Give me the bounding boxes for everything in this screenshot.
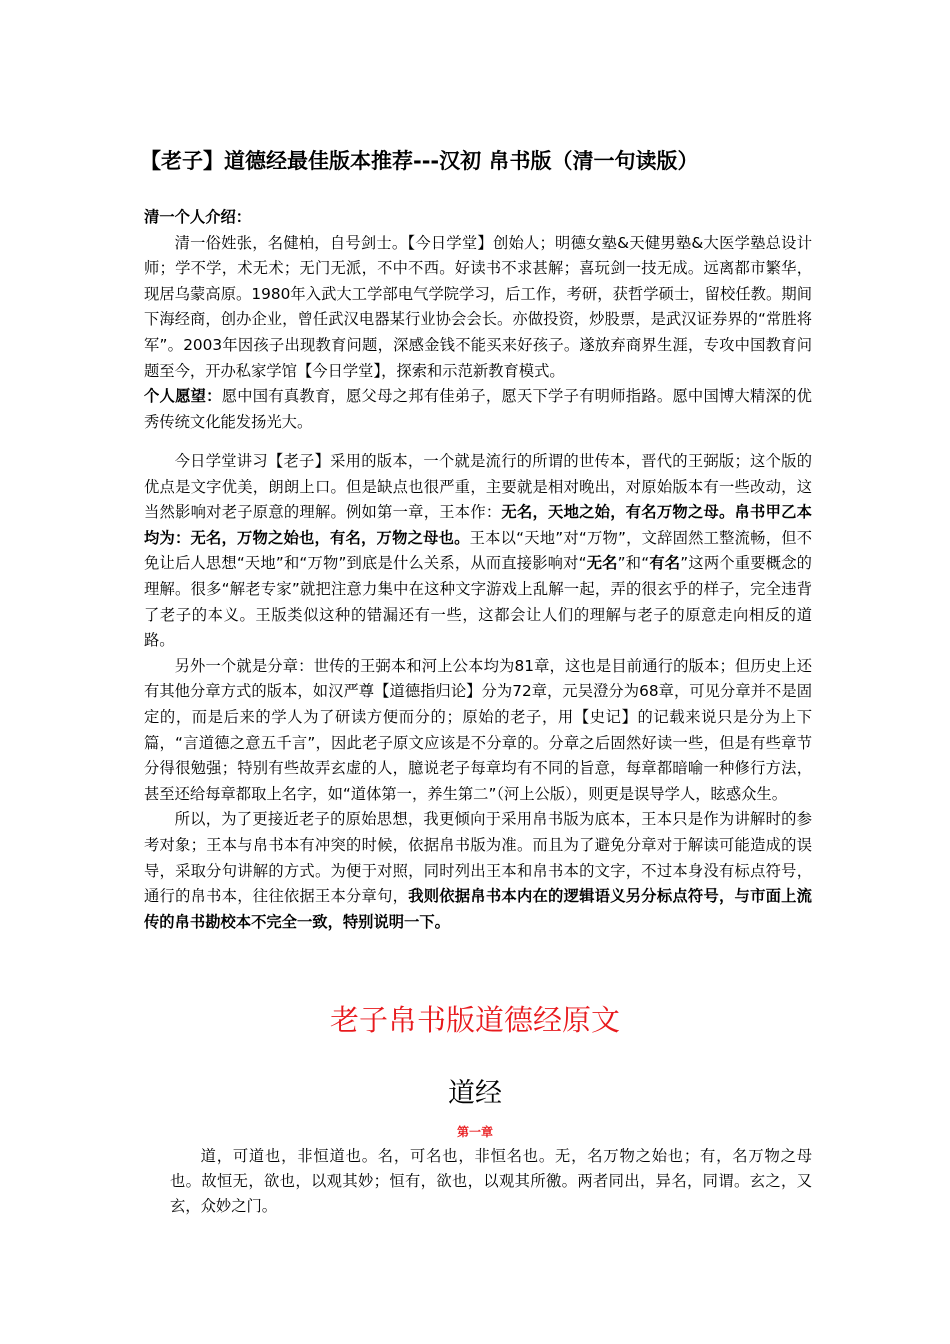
p1-bold-youming: 有名 [649, 554, 681, 573]
paragraph-version [144, 449, 812, 654]
part-title: 道经 [448, 1078, 502, 1109]
p1-text-g: ”这两个重要概念的理解。很多“解老专家”就把注意力集中在这种文字游戏上乱解一起，弄的很玄乎的样子，完全违背了老子的本义。王版类似这种的错漏还有一些，这都会让人们的理解与老子的原意走向相反的道路。 [144, 554, 812, 650]
p3-bold-note: 我则依据帛书本内在的逻辑语义另分标点符号，与市面上流传的帛书勘校本不完全一致，特别说明一下。 [144, 887, 812, 931]
paragraph-chapters: 另外一个就是分章：世传的王弼本和河上公本均为81章，这也是目前通行的版本；但历史上还有其他分章方式的版本，如汉严尊【道德指归论】分为72章，元吴澄分为68章，可见分章并不是固定的，而是后来的学人为了研读方便而分的；原始的老子，用【史记】的记载来说只是分为上下篇，“言道德之意五千言”，因此老子原文应该是不分章的。分章之后固然好读一些，但是有些章节分得很勉强；特别有些故弄玄虚的人，臆说老子每章均有不同的旨意，每章都暗喻一种修行方法，甚至还给每章都取上名字，如“道体第一，养生第二”（河上公版），则更是误导学人，眩惑众生。 [144, 656, 812, 803]
p1-text-a: 今日学堂讲习【老子】采用的版本，一个就是流行的所谓的世传本，晋代的王弼版；这个版的优点是文字优美，朗朗上口。但是缺点也很严重，主要就是相对晚出，对原始版本有一些改动，这当然影响对老子原意的理解。例如第一章，王本作： [144, 452, 812, 522]
p3-text-a: 所以，为了更接近老子的原始思想，我更倾向于采用帛书版为底本，王本只是作为讲解时的参考对象；王本与帛书本有冲突的时候，依据帛书版为准。而且为了避免分章对于解读可能造成的误导，采取分句讲解的方式。为便于对照，同时列出王本和帛书本的文字，不过本身没有标点符号，通行的帛书本，往往依据王本分章句， [144, 810, 812, 906]
author-intro-section [144, 205, 812, 435]
chapter-label: 第一章 [456, 1125, 493, 1139]
section-title: 老子帛书版道德经原文 [329, 1003, 620, 1037]
p1-bold-quote: 无名，天地之始，有名万物之母。帛书甲乙本均为：无名，万物之始也，有名，万物之母也。 [144, 503, 812, 547]
p1-text-c: 王本以“天地”对“万物”，文辞固然工整流畅，但不免让后人思想“天地”和“万物”到底是什么关系，从而直接影响对“ [144, 528, 812, 573]
intro-heading: 清一个人介绍： [144, 208, 252, 226]
wish-paragraph [144, 384, 812, 435]
wish-label: 个人愿望： [144, 387, 222, 406]
wish-text: 愿中国有真教育，愿父母之邦有佳弟子，愿天下学子有明师指路。愿中国博大精深的优秀传统文化能发扬光大。 [144, 387, 812, 431]
paragraph-method [144, 807, 812, 935]
p1-bold-wuming: 无名 [586, 554, 618, 573]
intro-paragraph: 清一俗姓张，名健柏，自号剑士。【今日学堂】创始人；明德女塾&天健男塾&大医学塾总设计师；学不学，术无术；无门无派，不中不西。好读书不求甚解；喜玩剑一技无成。远离都市繁华，现居乌蒙高原。1980年入武大工学部电气学院学习，后工作，考研，获哲学硕士，留校任教。期间下海经商，创办企业，曾任武汉电器某行业协会会长。亦做投资，炒股票，是武汉证券界的“常胜将军”。2003年因孩子出现教育问题，深感金钱不能买来好孩子。遂放弃商界生涯，专攻中国教育问题至今，开办私家学馆【今日学堂】，探索和示范新教育模式。 [144, 233, 812, 380]
p1-text-e: ”和“ [617, 554, 650, 573]
version-discussion-section [144, 449, 812, 935]
chapter-text-block [170, 1144, 812, 1219]
document-title: 【老子】道德经最佳版本推荐---汉初 帛书版（清一句读版） [140, 149, 699, 173]
chapter-one-text: 道，可道也，非恒道也。名，可名也，非恒名也。无，名万物之始也；有，名万物之母也。故恒无，欲也，以观其妙；恒有，欲也，以观其所徼。两者同出，异名，同谓。玄之，又玄，众妙之门。 [170, 1147, 812, 1215]
